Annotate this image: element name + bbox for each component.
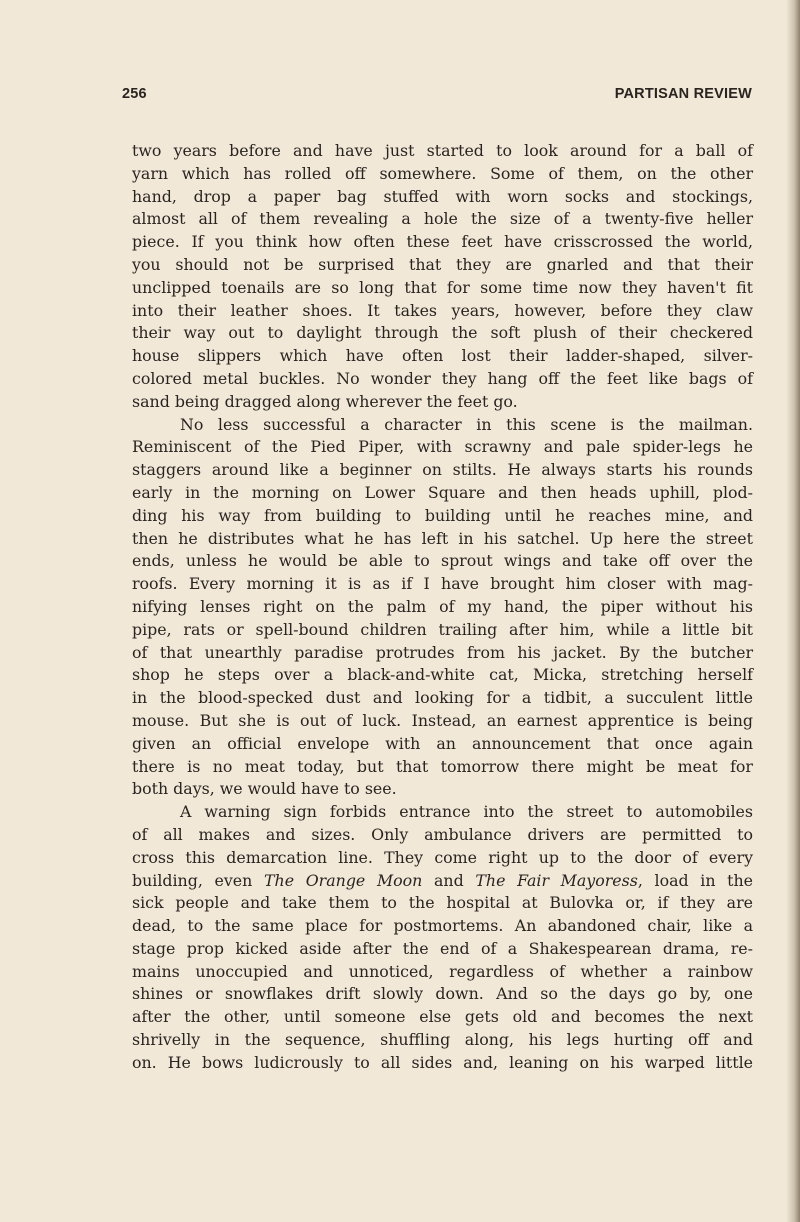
italic-title: The Fair Mayoress <box>475 870 638 890</box>
text-line: mouse. But she is out of luck. Instead, an earnest apprentice is being <box>132 710 753 730</box>
text-line: early in the morning on Lower Square and then heads uphill, plod- <box>132 482 753 502</box>
text-line: mains unoccupied and unnoticed, regardless of whether a rainbow <box>132 961 753 981</box>
text-line <box>132 870 753 893</box>
text-line: then he distributes what he has left in his satchel. Up here the street <box>132 528 753 548</box>
text-line: hand, drop a paper bag stuffed with worn socks and stockings, <box>132 186 753 206</box>
text-line: cross this demarcation line. They come right up to the door of every <box>132 847 753 867</box>
paragraph <box>132 414 753 802</box>
text-line: Reminiscent of the Pied Piper, with scrawny and pale spider-legs he <box>132 437 753 457</box>
text-line: A warning sign forbids entrance into the street to automobiles <box>180 802 753 822</box>
text-line: of that unearthly paradise protrudes from his jacket. By the butcher <box>132 642 753 662</box>
text-segment: building, even <box>132 870 264 890</box>
paragraph <box>132 140 753 414</box>
text-line: in the blood-specked dust and looking for a tidbit, a succulent little <box>132 688 753 708</box>
text-segment: and <box>422 870 476 890</box>
text-line: given an official envelope with an announcement that once again <box>132 733 753 753</box>
page-edge-shadow <box>786 0 800 1222</box>
paragraph <box>132 801 753 1075</box>
text-line: piece. If you think how often these feet have crisscrossed the world, <box>132 232 753 252</box>
text-line: dead, to the same place for postmortems. An abandoned chair, like a <box>132 916 753 936</box>
body-text <box>132 140 753 1075</box>
text-line: yarn which has rolled off somewhere. Some of them, on the other <box>132 163 753 183</box>
text-line: after the other, until someone else gets old and becomes the next <box>132 1007 753 1027</box>
text-line: unclipped toenails are so long that for some time now they haven't fit <box>132 277 753 297</box>
text-line: house slippers which have often lost their ladder-shaped, silver- <box>132 346 753 366</box>
text-line: shrivelly in the sequence, shuffling along, his legs hurting off and <box>132 1030 753 1050</box>
text-segment: , load in the <box>637 870 754 890</box>
text-line: sand being dragged along wherever the feet go. <box>132 391 518 411</box>
text-line: both days, we would have to see. <box>132 779 397 799</box>
page-number: 256 <box>122 86 147 102</box>
text-line: pipe, rats or spell-bound children trailing after him, while a little bit <box>132 619 753 639</box>
text-line: almost all of them revealing a hole the size of a twenty-five heller <box>132 209 753 229</box>
text-line: you should not be surprised that they are gnarled and that their <box>132 254 753 274</box>
text-line: ding his way from building to building until he reaches mine, and <box>132 505 753 525</box>
text-line: sick people and take them to the hospital at Bulovka or, if they are <box>132 893 753 913</box>
text-line: nifying lenses right on the palm of my hand, the piper without his <box>132 596 753 616</box>
text-line: shop he steps over a black-and-white cat, Micka, stretching herself <box>132 665 753 685</box>
text-line: into their leather shoes. It takes years, however, before they claw <box>132 300 753 320</box>
text-line: No less successful a character in this scene is the mailman. <box>180 414 753 434</box>
text-line: staggers around like a beginner on stilts. He always starts his rounds <box>132 460 753 480</box>
running-head: PARTISAN REVIEW <box>614 86 752 102</box>
italic-title: The Orange Moon <box>264 870 423 890</box>
text-line: there is no meat today, but that tomorrow there might be meat for <box>132 756 753 776</box>
text-line: roofs. Every morning it is as if I have brought him closer with mag- <box>132 574 753 594</box>
text-line: stage prop kicked aside after the end of a Shakespearean drama, re- <box>132 938 753 958</box>
text-line: colored metal buckles. No wonder they hang off the feet like bags of <box>132 368 753 388</box>
text-line: their way out to daylight through the soft plush of their checkered <box>132 323 753 343</box>
text-line: shines or snowflakes drift slowly down. And so the days go by, one <box>132 984 753 1004</box>
text-line: ends, unless he would be able to sprout wings and take off over the <box>132 551 753 571</box>
text-line: on. He bows ludicrously to all sides and, leaning on his warped little <box>132 1052 753 1072</box>
text-line: of all makes and sizes. Only ambulance drivers are permitted to <box>132 824 753 844</box>
text-line: two years before and have just started to look around for a ball of <box>132 141 753 160</box>
page-header <box>122 86 752 108</box>
